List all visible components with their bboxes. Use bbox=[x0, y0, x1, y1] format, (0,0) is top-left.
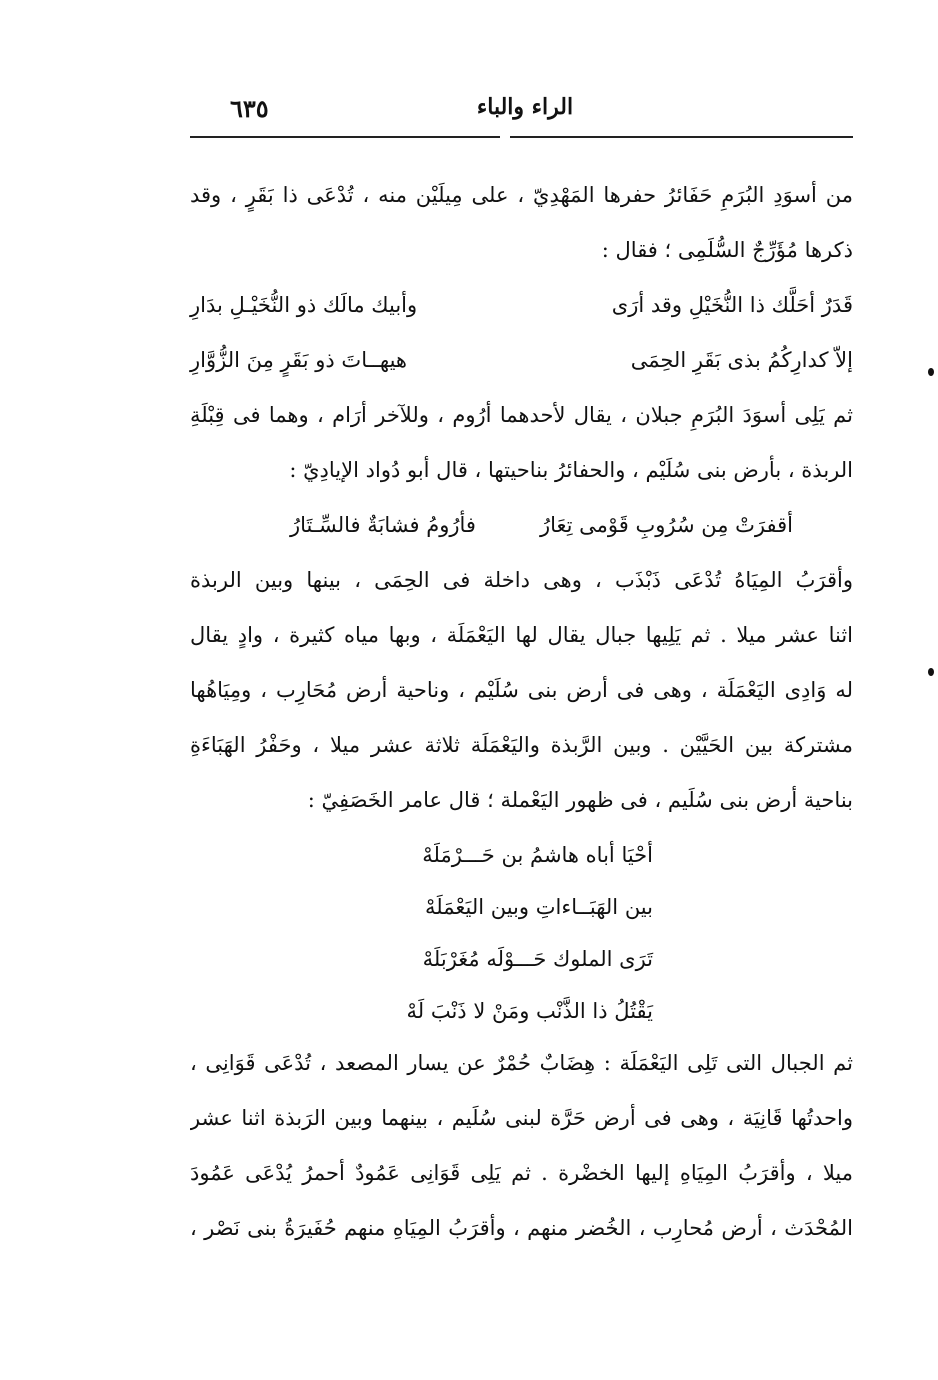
prose-line: المُحْدَث ، أرض مُحارِب ، الخُضر منهم ، وأقرَبُ المِيَاهِ منهم حُفَيرَةُ بنى نَصْر ، bbox=[190, 1216, 853, 1240]
prose-line: ذكرها مُؤَرِّجٌ السُّلَمِى ؛ فقال : bbox=[601, 238, 853, 262]
rajaz-line: أحْيَا أباه هاشمُ بن حَـــرْمَلَهْ bbox=[422, 843, 653, 867]
verse-first-hemistich: قَدَرٌ أحَلَّك ذا النُّخَيْلِ وقد أرَى bbox=[611, 293, 853, 317]
header-rule bbox=[190, 136, 853, 138]
verse-second-hemistich: هيهــاتَ ذو بَقَرٍ مِنَ الزُّوَّارِ bbox=[190, 348, 407, 372]
verse-second-hemistich: فأرُومُ فشابَةٌ فالسِّـتَارُ bbox=[290, 513, 476, 537]
verse-second-hemistich: وأبيك مالَك ذو النُّخَيْـلِ بدَارِ bbox=[190, 293, 418, 317]
prose-line: ميلا ، وأقرَبُ المِيَاهِ إليها الخضْرة . ثم يَلِى قَوَانِى عَمُودٌ أحمرُ يُدْعَى عَمُودَ bbox=[190, 1161, 853, 1185]
prose-line: بناحية أرض بنى سُلَيم ، فى ظهور اليَعْملة ؛ قال عامر الخَصَفِيّ : bbox=[307, 788, 853, 812]
prose-line: ثم الجبال التى تَلِى اليَعْمَلَة : هِضَابٌ حُمْرٌ عن يسار المصعد ، تُدْعَى قَوَانِى ، bbox=[190, 1051, 853, 1075]
rajaz-line: تَرَى الملوك حَـــوْلَه مُغَرْبَلَهْ bbox=[422, 947, 653, 971]
verse-first-hemistich: أقفرَتْ مِن سُرُوبِ قَوْمى تِعَارُ bbox=[539, 513, 793, 537]
prose-line: له وَادِى اليَعْمَلَة ، وهى فى أرض بنى سُلَيْم ، وناحية أرض مُحَارِب ، ومِيَاهُها bbox=[190, 678, 853, 702]
verse-line bbox=[190, 278, 853, 333]
prose-line: واحدتُها قَانِيَة ، وهى فى أرض حَرَّة لبنى سُلَيم ، بينهما وبين الرَبذة اثنا عشر bbox=[190, 1106, 853, 1130]
running-title: الراء والباء bbox=[476, 94, 574, 120]
margin-ink-mark bbox=[928, 368, 934, 376]
prose-line: من أسوَدِ البُرَمِ حَفَائرُ حفرها المَهْدِيّ ، على مِيلَيْن منه ، تُدْعَى ذا بَقَرٍ ، وقد bbox=[190, 183, 853, 207]
prose-line: مشتركة بين الحَيَّيْن . وبين الرَّبذة واليَعْمَلَة ثلاثة عشر ميلا ، وحَفْرُ الهَبَاءَةِ bbox=[190, 733, 853, 757]
body-text bbox=[190, 168, 853, 1256]
rajaz-line: يَقْتُلُ ذا الذَّنْب ومَنْ لا ذَنْبَ لَهْ bbox=[406, 999, 653, 1023]
verse-first-hemistich: إلاّ كدارِكُمُ بذى بَقَرِ الحِمَى bbox=[630, 348, 853, 372]
prose-line: الربذة ، بأرض بنى سُلَيْم ، والحفائرُ بناحيتها ، قال أبو دُواد الإيادِيّ : bbox=[289, 458, 853, 482]
rajaz-line: بين الهَبَــاءاتِ وبين اليَعْمَلَهْ bbox=[425, 895, 653, 919]
page-number: ٦٣٥ bbox=[230, 94, 269, 123]
prose-line: ثم يَلِى أسوَدَ البُرَمِ جبلان ، يقال لأحدهما أرُوم ، وللآخر أرَام ، وهما فى قِبْلَةِ bbox=[190, 403, 853, 427]
page-header bbox=[190, 90, 860, 130]
prose-line: وأقرَبُ المِيَاهُ تُدْعَى ذَبْذَب ، وهى داخلة فى الحِمَى ، بينها وبين الربذة bbox=[190, 568, 853, 592]
margin-ink-mark bbox=[928, 668, 934, 676]
verse-line bbox=[190, 333, 853, 388]
verse-line bbox=[190, 498, 853, 553]
prose-line: اثنا عشر ميلا . ثم يَلِيها جبال يقال لها اليَعْمَلَة ، وبها مياه كثيرة ، وادٍ يقال bbox=[190, 623, 853, 647]
header-rule-gap bbox=[500, 134, 510, 140]
